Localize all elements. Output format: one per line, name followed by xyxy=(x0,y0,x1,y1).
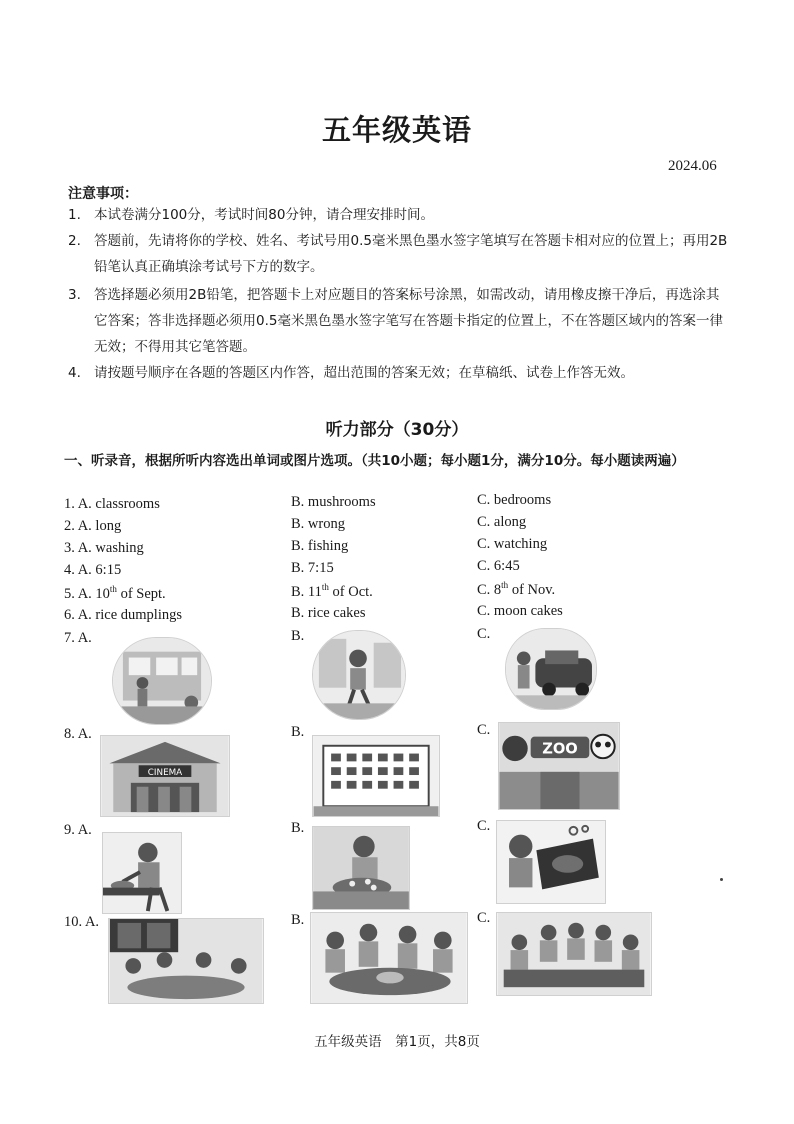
q1-option-c: C. bedrooms xyxy=(477,492,552,508)
q9b-picture-boy-washing xyxy=(312,826,410,910)
notice-number: 1. xyxy=(68,207,81,223)
q5-option-c xyxy=(477,580,555,599)
exam-date: 2024.06 xyxy=(668,158,717,174)
q5-option-a xyxy=(64,584,166,603)
q5b-month: of Oct. xyxy=(328,583,373,600)
notice-text: 答题前，先请将你的学校、姓名、考试号用0.5毫米黑色墨水签字笔填写在答题卡相对应的位置上；再用2B铅笔认真正确填涂考试号下方的数字。 xyxy=(94,233,728,275)
q2-option-b: B. wrong xyxy=(291,516,345,532)
page-title: 五年级英语 xyxy=(321,113,472,147)
notice-heading: 注意事项： xyxy=(68,186,138,202)
q7-label-b: B. xyxy=(291,628,305,644)
q4-option-b: B. 7:15 xyxy=(291,560,334,576)
q2-option-a: 2. A. long xyxy=(64,518,122,534)
notice-number: 3. xyxy=(68,287,81,303)
q7c-picture-boy-car xyxy=(505,628,597,710)
notice-item-1 xyxy=(68,202,728,228)
q10-label-b: B. xyxy=(291,912,305,928)
q3-option-a: 3. A. washing xyxy=(64,540,144,556)
notice-text: 答选择题必须用2B铅笔，把答题卡上对应题目的答案标号涂黑，如需改动，请用橡皮擦干净后，再选涂其它答案；答非选择题必须用0.5毫米黑色墨水签字笔写在答题卡指定的位置上，不在答题区域内的答案一律无效；不得用其它笔答题。 xyxy=(94,287,723,355)
q1-option-a: 1. A. classrooms xyxy=(64,496,160,512)
q6-option-a: 6. A. rice dumplings xyxy=(64,607,183,623)
q5b-sup: th xyxy=(321,582,329,592)
q7-label-c: C. xyxy=(477,626,491,642)
q7-label-a: 7. A. xyxy=(64,630,92,646)
q8a-picture-cinema xyxy=(100,735,230,817)
q9a-picture-boy-cleaning-table xyxy=(102,832,182,914)
notice-number: 4. xyxy=(68,365,81,381)
zoo-sign: ZOO xyxy=(542,740,578,758)
q2-option-c: C. along xyxy=(477,514,527,530)
part1-instruction: 一、听录音，根据所听内容选出单词或图片选项。（共10小题；每小题1分，满分10分。每小题读两遍） xyxy=(64,453,685,469)
q10b-picture-family-party xyxy=(310,912,468,1004)
notice-number: 2. xyxy=(68,233,81,249)
q8-label-b: B. xyxy=(291,724,305,740)
q6-option-b: B. rice cakes xyxy=(291,605,366,621)
notice-text: 本试卷满分100分，考试时间80分钟，请合理安排时间。 xyxy=(94,207,434,223)
q6-option-c: C. moon cakes xyxy=(477,603,563,619)
q4-option-c: C. 6:45 xyxy=(477,558,520,574)
q5a-month: of Sept. xyxy=(116,585,166,602)
q8-label-a: 8. A. xyxy=(64,726,92,742)
q5-option-b xyxy=(291,582,373,601)
q10-label-a: 10. A. xyxy=(64,914,100,930)
q5c-text: C. 8 xyxy=(477,581,502,598)
notice-item-3 xyxy=(68,282,728,360)
q1-option-b: B. mushrooms xyxy=(291,494,376,510)
q9-label-b: B. xyxy=(291,820,305,836)
section-title: 听力部分（30分） xyxy=(325,420,469,440)
q10a-picture-family-dinner xyxy=(108,918,264,1004)
notice-text: 请按题号顺序在各题的答题区内作答，超出范围的答案无效；在草稿纸、试卷上作答无效。 xyxy=(94,365,634,381)
q5a-text: 5. A. 10 xyxy=(64,585,110,602)
q8-label-c: C. xyxy=(477,722,491,738)
notice-item-4 xyxy=(68,360,728,386)
q7a-picture-boy-train xyxy=(112,637,212,725)
q8c-picture-zoo xyxy=(498,722,620,810)
q9c-picture-boy-cooking xyxy=(496,820,606,904)
cinema-sign: CINEMA xyxy=(147,768,183,779)
page-footer: 五年级英语 第1页，共8页 xyxy=(314,1034,480,1050)
q4-option-a: 4. A. 6:15 xyxy=(64,562,122,578)
q8b-picture-building xyxy=(312,735,440,817)
q5c-month: of Nov. xyxy=(508,581,556,598)
q10c-picture-family-table xyxy=(496,912,652,996)
q5c-sup: th xyxy=(501,580,509,590)
q5b-text: B. 11 xyxy=(291,583,322,600)
q7b-picture-girl-walking xyxy=(312,630,406,720)
notice-item-2 xyxy=(68,228,728,280)
q10-label-c: C. xyxy=(477,910,491,926)
q5a-sup: th xyxy=(109,584,117,594)
q9-label-c: C. xyxy=(477,818,491,834)
q9-label-a: 9. A. xyxy=(64,822,92,838)
scan-dot xyxy=(720,878,723,881)
q3-option-c: C. watching xyxy=(477,536,548,552)
q3-option-b: B. fishing xyxy=(291,538,349,554)
